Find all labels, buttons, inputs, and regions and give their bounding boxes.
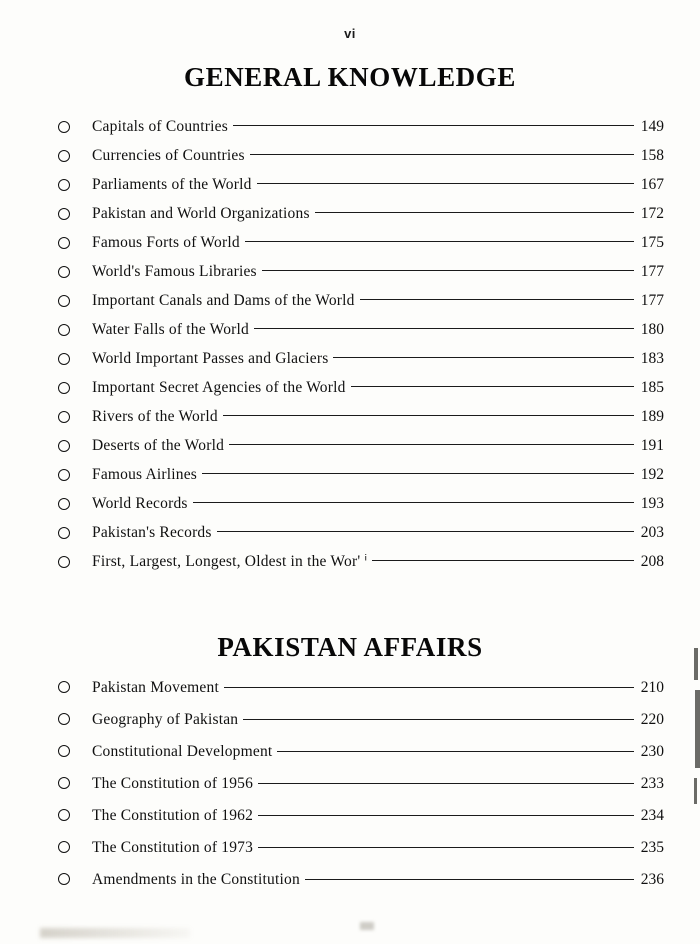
bullet-circle-icon xyxy=(58,873,70,885)
dot-leader xyxy=(254,327,634,329)
toc-entry-page-number: 220 xyxy=(640,711,664,728)
toc-entry[interactable] xyxy=(0,768,700,800)
toc-entry-page-number: 172 xyxy=(640,204,664,222)
toc-entry-page-number: 189 xyxy=(640,407,664,425)
toc-entry-page-number: 235 xyxy=(640,839,664,856)
toc-entry-title: The Constitution of 1962 xyxy=(92,807,254,824)
dot-leader xyxy=(305,878,634,880)
dot-leader xyxy=(202,472,634,474)
toc-entry-page-number: 210 xyxy=(640,679,664,696)
toc-entry[interactable] xyxy=(0,315,700,344)
toc-entry-page-number: 175 xyxy=(640,233,664,251)
toc-entry-page-number: 183 xyxy=(640,349,664,367)
dot-leader xyxy=(245,240,634,242)
dot-leader xyxy=(262,269,634,271)
dot-leader xyxy=(217,530,634,532)
toc-entry[interactable] xyxy=(0,704,700,736)
toc-entry-content xyxy=(92,768,664,800)
toc-entry-title: Pakistan Movement xyxy=(92,679,219,696)
toc-entry-title: Rivers of the World xyxy=(92,407,218,425)
toc-entry-content xyxy=(92,112,664,141)
toc-entry-content xyxy=(92,489,664,518)
toc-entry-page-number: 234 xyxy=(640,807,664,824)
bullet-circle-icon xyxy=(58,382,70,394)
toc-entry[interactable] xyxy=(0,800,700,832)
toc-entry-title: Deserts of the World xyxy=(92,436,225,454)
toc-list-pakistan-affairs xyxy=(0,672,700,896)
dot-leader xyxy=(372,559,634,561)
dot-leader xyxy=(243,718,634,720)
dot-leader xyxy=(193,501,634,503)
scan-edge-artifact xyxy=(694,778,697,804)
bullet-circle-icon xyxy=(58,179,70,191)
toc-entry-page-number: 208 xyxy=(640,552,664,570)
toc-entry[interactable] xyxy=(0,672,700,704)
toc-entry-title: Famous Forts of World xyxy=(92,233,240,251)
toc-entry-content xyxy=(92,228,664,257)
page-folio: vi xyxy=(344,26,356,41)
toc-entry[interactable] xyxy=(0,832,700,864)
toc-entry-page-number: 180 xyxy=(640,320,664,338)
dot-leader xyxy=(333,356,634,358)
toc-entry[interactable] xyxy=(0,344,700,373)
bullet-circle-icon xyxy=(58,527,70,539)
toc-entry-content xyxy=(92,344,664,373)
toc-entry-page-number: 158 xyxy=(640,146,664,164)
bullet-circle-icon xyxy=(58,841,70,853)
toc-entry-page-number: 233 xyxy=(640,775,664,792)
dot-leader xyxy=(258,846,634,848)
toc-entry-content xyxy=(92,547,664,576)
toc-entry-page-number: 191 xyxy=(640,436,664,454)
toc-entry-content xyxy=(92,170,664,199)
toc-entry-title: Important Secret Agencies of the World xyxy=(92,378,346,396)
toc-entry-content xyxy=(92,832,664,864)
toc-entry-content xyxy=(92,704,664,736)
toc-entry-content xyxy=(92,199,664,228)
toc-entry[interactable] xyxy=(0,228,700,257)
dot-leader xyxy=(258,782,634,784)
toc-entry-title: Pakistan's Records xyxy=(92,523,212,541)
dot-leader xyxy=(277,750,634,752)
toc-entry[interactable] xyxy=(0,112,700,141)
dot-leader xyxy=(315,211,634,213)
toc-entry[interactable] xyxy=(0,547,700,576)
bullet-circle-icon xyxy=(58,556,70,568)
toc-entry-content xyxy=(92,373,664,402)
bullet-circle-icon xyxy=(58,713,70,725)
scan-smudge xyxy=(360,922,374,930)
dot-leader xyxy=(351,385,634,387)
bullet-circle-icon xyxy=(58,237,70,249)
toc-entry-content xyxy=(92,800,664,832)
toc-entry-page-number: 230 xyxy=(640,743,664,760)
toc-entry[interactable] xyxy=(0,402,700,431)
toc-entry-content xyxy=(92,864,664,896)
scan-edge-artifact xyxy=(695,690,700,768)
toc-entry-content xyxy=(92,431,664,460)
toc-entry-page-number: 167 xyxy=(640,175,664,193)
toc-entry-page-number: 192 xyxy=(640,465,664,483)
scan-smudge xyxy=(40,928,190,938)
toc-entry-page-number: 177 xyxy=(640,291,664,309)
toc-entry[interactable] xyxy=(0,518,700,547)
toc-entry-page-number: 203 xyxy=(640,523,664,541)
toc-entry[interactable] xyxy=(0,736,700,768)
section-heading-pakistan-affairs: PAKISTAN AFFAIRS xyxy=(217,632,483,662)
toc-entry-content xyxy=(92,315,664,344)
dot-leader xyxy=(258,814,634,816)
toc-entry-title: The Constitution of 1956 xyxy=(92,775,254,792)
toc-entry-title: Parliaments of the World xyxy=(92,175,252,193)
section-heading-general-knowledge: GENERAL KNOWLEDGE xyxy=(183,62,516,92)
dot-leader xyxy=(233,124,634,126)
bullet-circle-icon xyxy=(58,208,70,220)
toc-entry-content xyxy=(92,672,664,704)
bullet-circle-icon xyxy=(58,745,70,757)
bullet-circle-icon xyxy=(58,266,70,278)
toc-entry-title: Amendments in the Constitution xyxy=(92,871,300,888)
toc-entry[interactable] xyxy=(0,257,700,286)
toc-entry-content xyxy=(92,518,664,547)
bullet-circle-icon xyxy=(58,809,70,821)
bullet-circle-icon xyxy=(58,353,70,365)
bullet-circle-icon xyxy=(58,150,70,162)
scan-edge-artifact xyxy=(694,648,698,680)
bullet-circle-icon xyxy=(58,295,70,307)
bullet-circle-icon xyxy=(58,469,70,481)
dot-leader xyxy=(250,153,634,155)
toc-entry-content xyxy=(92,286,664,315)
bullet-circle-icon xyxy=(58,777,70,789)
toc-entry[interactable] xyxy=(0,489,700,518)
toc-entry-content xyxy=(92,257,664,286)
toc-entry-content xyxy=(92,141,664,170)
toc-entry-title: World's Famous Libraries xyxy=(92,262,257,280)
toc-entry[interactable] xyxy=(0,199,700,228)
dot-leader xyxy=(224,686,634,688)
toc-entry-title: Currencies of Countries xyxy=(92,146,245,164)
toc-entry-page-number: 193 xyxy=(640,494,664,512)
toc-entry-title: Important Canals and Dams of the World xyxy=(92,291,355,309)
toc-entry[interactable] xyxy=(0,286,700,315)
toc-entry-page-number: 177 xyxy=(640,262,664,280)
toc-list-general-knowledge xyxy=(0,112,700,576)
toc-entry-page-number: 149 xyxy=(640,117,664,135)
toc-entry-content xyxy=(92,402,664,431)
toc-entry-content xyxy=(92,460,664,489)
dot-leader xyxy=(360,298,634,300)
toc-entry[interactable] xyxy=(0,141,700,170)
toc-entry-title: Pakistan and World Organizations xyxy=(92,204,310,222)
bullet-circle-icon xyxy=(58,324,70,336)
toc-entry-page-number: 185 xyxy=(640,378,664,396)
toc-entry-title: Geography of Pakistan xyxy=(92,711,239,728)
toc-entry-title: Famous Airlines xyxy=(92,465,198,483)
bullet-circle-icon xyxy=(58,498,70,510)
toc-entry-title: First, Largest, Longest, Oldest in the Wor' ⁱ xyxy=(92,553,368,570)
toc-entry-title: The Constitution of 1973 xyxy=(92,839,254,856)
bullet-circle-icon xyxy=(58,681,70,693)
toc-entry[interactable] xyxy=(0,170,700,199)
toc-entry-title: World Important Passes and Glaciers xyxy=(92,349,329,367)
toc-entry[interactable] xyxy=(0,864,700,896)
toc-entry[interactable] xyxy=(0,431,700,460)
dot-leader xyxy=(257,182,634,184)
toc-entry-title: World Records xyxy=(92,494,188,512)
toc-entry-title: Water Falls of the World xyxy=(92,320,249,338)
bullet-circle-icon xyxy=(58,411,70,423)
toc-entry[interactable] xyxy=(0,373,700,402)
toc-entry-title: Constitutional Development xyxy=(92,743,273,760)
toc-entry-title: Capitals of Countries xyxy=(92,117,228,135)
bullet-circle-icon xyxy=(58,440,70,452)
bullet-circle-icon xyxy=(58,121,70,133)
toc-entry-page-number: 236 xyxy=(640,871,664,888)
dot-leader xyxy=(223,414,634,416)
dot-leader xyxy=(229,443,634,445)
toc-entry-content xyxy=(92,736,664,768)
toc-entry[interactable] xyxy=(0,460,700,489)
